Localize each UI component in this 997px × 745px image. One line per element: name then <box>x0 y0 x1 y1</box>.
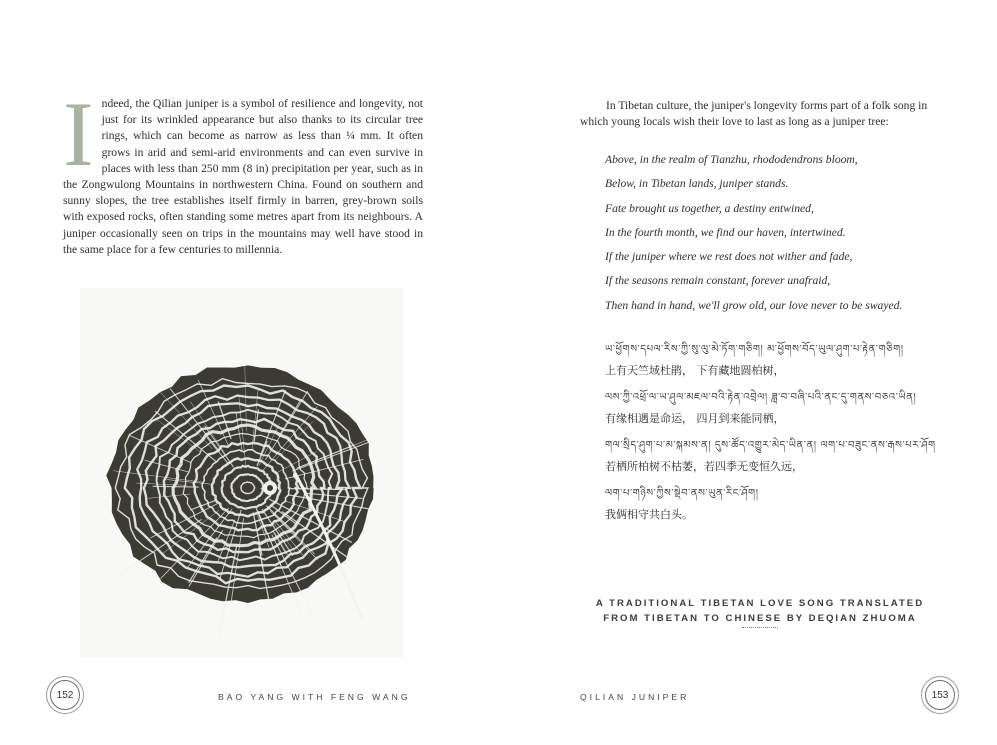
chinese-verse: 有缘相遇是命运， 四月到来能同栖， <box>605 412 785 425</box>
tibetan-verse: ལག་པ་གཉིས་ཀྱིས་སྡེབ་ནས་ཡུན་རིང་ཤོག། <box>605 488 759 499</box>
chinese-verse: 上有天竺域杜鹃， 下有藏地圆柏树， <box>605 364 785 377</box>
right-intro-text: In Tibetan culture, the juniper's longevity forms part of a folk song in which young locals wish their love to last as long as a juniper tree: <box>580 99 928 129</box>
credit-line: FROM TIBETAN TO CHINESE BY DEQIAN ZHUOMA <box>603 613 917 624</box>
poem-line: Below, in Tibetan lands, juniper stands. <box>605 177 789 191</box>
left-page <box>0 0 498 745</box>
chinese-verse: 我俩相守共白头。 <box>605 508 693 521</box>
chinese-verse: 若栖所柏树不枯萎，若四季无变恒久远， <box>605 460 803 473</box>
poem-line: Above, in the realm of Tianzhu, rhododendrons bloom, <box>605 153 858 166</box>
dotted-rule <box>742 627 778 628</box>
bilingual-verses <box>605 343 940 535</box>
tibetan-verse: ཡ་ཕྱོགས་དཔལ་རིས་ཀྱི་སུ་ལུ་མེ་ཏོག་གཅིག། མ་ཕྱོགས་བོད་ཡུལ་ཤུག་པ་རྟེན་གཅིག། <box>605 344 904 355</box>
poem-line: In the fourth month, we find our haven, intertwined. <box>605 225 846 239</box>
tree-ring-woodcut <box>80 288 403 658</box>
tree-ring-image <box>80 288 403 658</box>
poem-line: Fate brought us together, a destiny entwined, <box>605 201 814 215</box>
tibetan-verse: ལས་ཀྱི་འཕྲོ་ལ་ཡ་ཤུལ་མཇལ་བའི་རྟེན་འབྲེལ། ཟླ་བ་བཞི་པའི་ནང་དུ་གནས་བཅའ་ཡིན། <box>605 392 917 403</box>
ring-pith-core <box>267 485 273 491</box>
poem-line: Then hand in hand, we'll grow old, our love never to be swayed. <box>605 298 903 312</box>
running-head-right: QILIAN JUNIPER <box>580 692 690 702</box>
page-number-badge-left <box>46 676 84 714</box>
song-credit <box>590 596 930 626</box>
tibetan-verse: གལ་སྲིད་ཤུག་པ་མ་སྐམས་ན། དུས་ཚོད་འགྱུར་མེད་ཡིན་ན། ལག་པ་བཟུང་ནས་རྒས་པར་ཤོག <box>605 440 936 451</box>
page-number-right: 153 <box>931 689 949 701</box>
left-body-paragraph: ndeed, the Qilian juniper is a symbol of resilience and longevity, not just for its wrinkled appearance but also thanks to its circular tree rings, which can become as narrow as less than ¼ mm. It often grows in arid and semi-arid environments and can even survive in places with less than 250 mm (8 in) precipitation per year, such as in the Zongwulong Mountains in northwestern China. Found on southern and sunny slopes, the tree establishes itself firmly in barren, grey-brown soils with exposed rocks, often standing some metres apart from its neighbours. A juniper occasionally seen on trips in the mountains may well have stood in the same place for a few centuries to millennia. <box>63 97 423 256</box>
left-body-text <box>63 83 423 258</box>
english-poem <box>605 151 945 321</box>
drop-cap: I <box>63 83 94 185</box>
radial-crack <box>288 489 340 490</box>
poem-line: If the juniper where we rest does not wither and fade, <box>605 250 853 264</box>
page-number-left: 152 <box>56 689 74 701</box>
page-number-badge-right <box>921 676 959 714</box>
running-head-left: BAO YANG WITH FENG WANG <box>218 692 411 702</box>
poem-line: If the seasons remain constant, forever unafraid, <box>605 274 831 288</box>
credit-line: A TRADITIONAL TIBETAN LOVE SONG TRANSLATED <box>595 598 925 609</box>
